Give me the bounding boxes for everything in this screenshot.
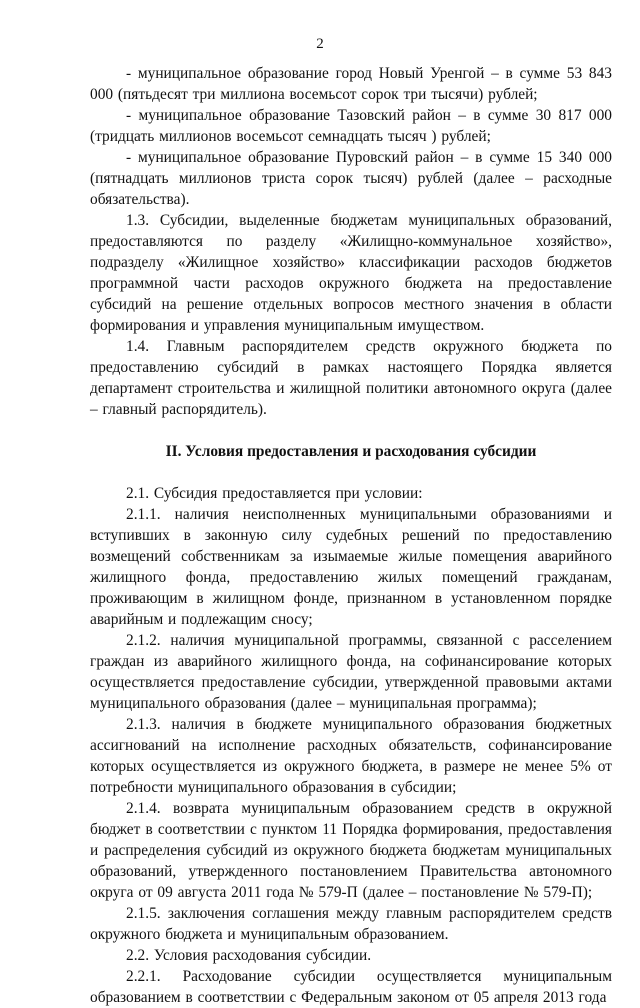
section-heading: II. Условия предоставления и расходования субсидии (165, 443, 537, 460)
clause-2-1-5: 2.1.5. заключения соглашения между главным распорядителем средств окружного бюджета и муниципальным образованием. (90, 905, 612, 943)
list-item-novy-urengoy: - муниципальное образование город Новый Уренгой – в сумме 53 843 000 (пятьдесят три миллиона восемьсот сорок три тысячи) рублей; (90, 65, 612, 103)
list-item-purovsky: - муниципальное образование Пуровский район – в сумме 15 340 000 (пятнадцать миллионов триста сорок тысяч) рублей (далее – расходные обязательства). (90, 149, 612, 208)
document-body (90, 63, 612, 1008)
clause-2-1-2: 2.1.2. наличия муниципальной программы, связанной с расселением граждан из аварийного жилищного фонда, на софинансирование которых осуществляется предоставление субсидии, утвержденной правовыми актами муниципального образования (далее – муниципальная программа); (90, 632, 612, 712)
clause-2-1-3: 2.1.3. наличия в бюджете муниципального образования бюджетных ассигнований на исполнение расходных обязательств, софинансирование которых осуществляется из окружного бюджета, в размере не менее 5% от потребности муниципального образования в субсидии; (90, 716, 612, 796)
clause-2-1: 2.1. Субсидия предоставляется при условии: (126, 485, 423, 502)
clause-2-1-1: 2.1.1. наличия неисполненных муниципальными образованиями и вступивших в законную силу судебных решений по предоставлению возмещений собственникам за изымаемые жилые помещения аварийного жилищного фонда, предоставлению жилых помещений гражданам, проживающим в жилищном фонде, признанном в установленном порядке аварийным и подлежащим сносу; (90, 506, 612, 628)
clause-2-2: 2.2. Условия расходования субсидии. (126, 947, 372, 964)
clause-1-3: 1.3. Субсидии, выделенные бюджетам муниципальных образований, предоставляются по разделу «Жилищно-коммунальное хозяйство», подразделу «Жилищное хозяйство» классификации расходов бюджетов программной части расходов окружного бюджета на предоставление субсидий на решение отдельных вопросов местного значения в области формирования и управления муниципальным имуществом. (90, 212, 612, 334)
clause-1-4: 1.4. Главным распорядителем средств окружного бюджета по предоставлению субсидий в рамках настоящего Порядка является департамент строительства и жилищной политики автономного округа (далее – главный распорядитель). (90, 338, 612, 418)
page-number: 2 (316, 36, 324, 52)
clause-2-1-4: 2.1.4. возврата муниципальным образованием средств в окружной бюджет в соответствии с пунктом 11 Порядка формирования, предоставления и распределения субсидий из окружного бюджета бюджетам муниципальных образований, утвержденного постановлением Правительства автономного округа от 09 августа 2011 года № 579-П (далее – постановление № 579-П); (90, 800, 612, 901)
list-item-tazovsky: - муниципальное образование Тазовский район – в сумме 30 817 000 (тридцать миллионов восемьсот семнадцать тысяч ) рублей; (90, 107, 612, 145)
clause-2-2-1: 2.2.1. Расходование субсидии осуществляется муниципальным образованием в соответствии с Федеральным законом от 05 апреля 2013 года (90, 968, 612, 1006)
